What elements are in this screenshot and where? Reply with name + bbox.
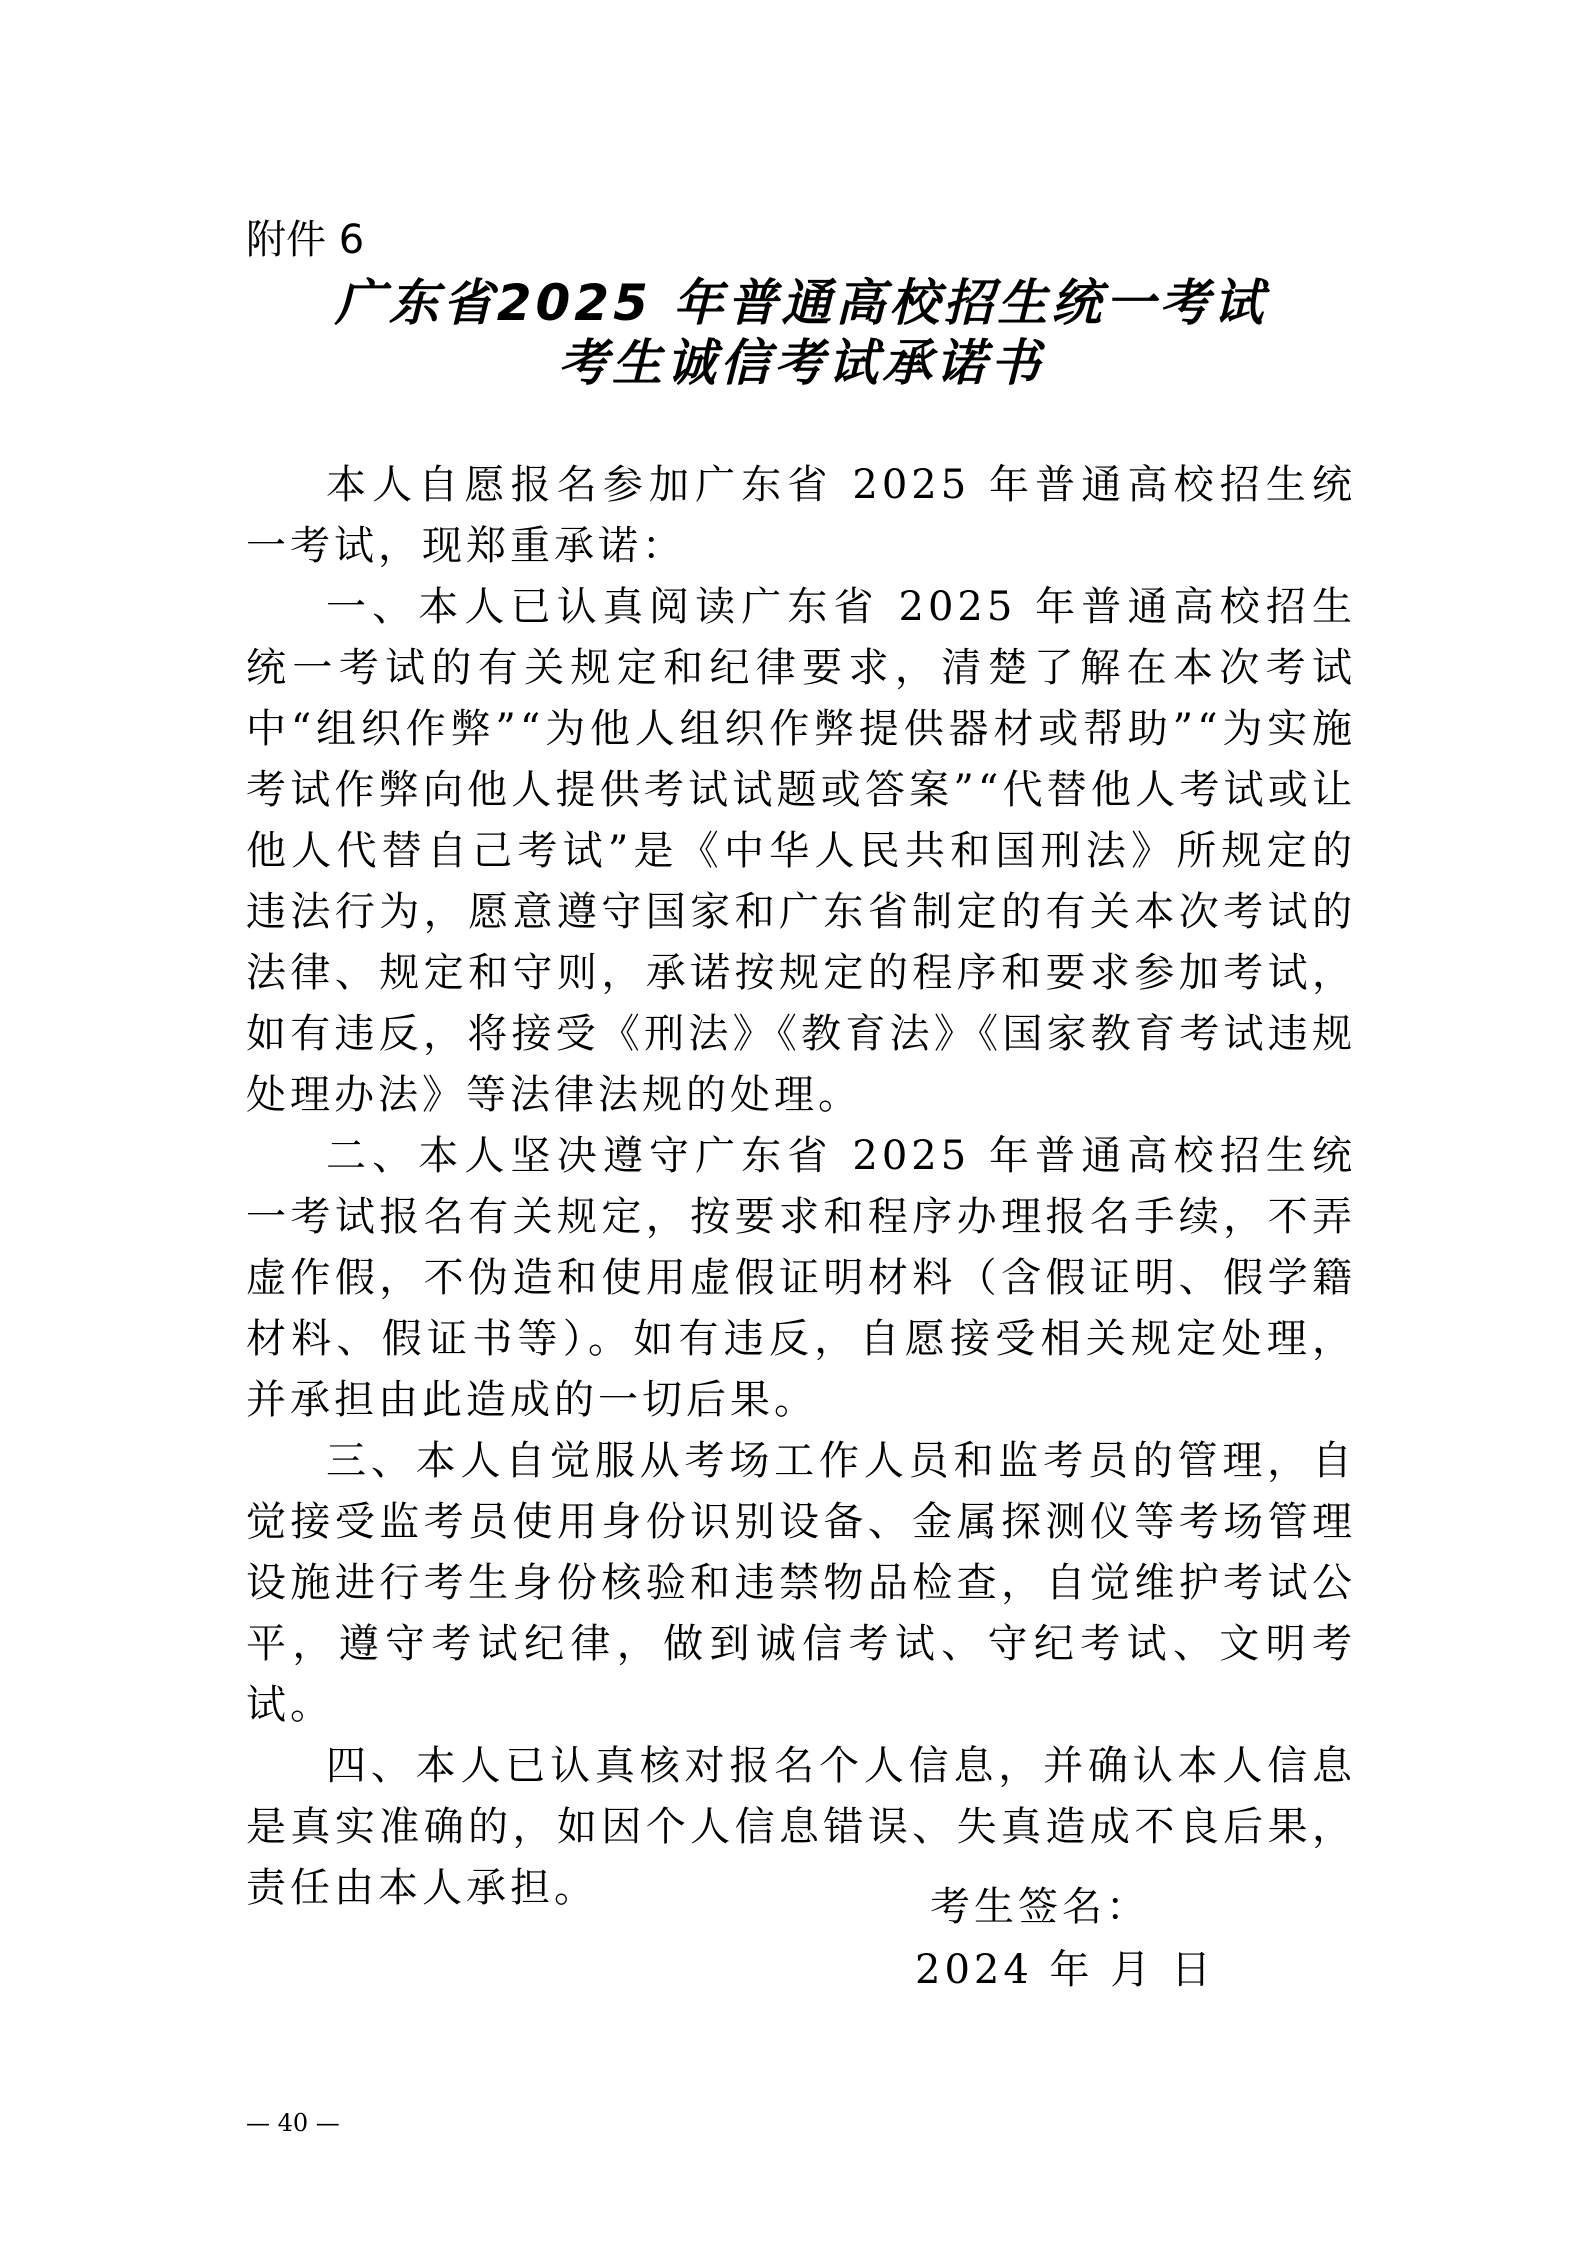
attachment-label: 附件 6 <box>246 217 365 263</box>
commitment-body <box>246 455 1356 1919</box>
commitment-item-2: 二、本人坚决遵守广东省 2025 年普通高校招生统一考试报名有关规定，按要求和程序办理报名手续，不弄虚作假，不伪造和使用虚假证明材料（含假证明、假学籍材料、假证书等）。如有违反，自愿接受相关规定处理，并承担由此造成的一切后果。 <box>246 1133 1356 1423</box>
commitment-item-1: 一、本人已认真阅读广东省 2025 年普通高校招生统一考试的有关规定和纪律要求，清楚了解在本次考试中“组织作弊”“为他人组织作弊提供器材或帮助”“为实施考试作弊向他人提供考试试题或答案”“代替他人考试或让他人代替自己考试”是《中华人民共和国刑法》所规定的违法行为，愿意遵守国家和广东省制定的有关本次考试的法律、规定和守则，承诺按规定的程序和要求参加考试，如有违反，将接受《刑法》《教育法》《国家教育考试违规处理办法》等法律法规的处理。 <box>246 584 1356 1118</box>
document-title-line-1: 广东省2025 年普通高校招生统一考试 <box>334 274 1268 332</box>
signature-date: 2024 年 月 日 <box>915 1947 1215 1993</box>
intro-paragraph: 本人自愿报名参加广东省 2025 年普通高校招生统一考试，现郑重承诺： <box>246 462 1356 569</box>
commitment-item-4: 四、本人已认真核对报名个人信息，并确认本人信息是真实准确的，如因个人信息错误、失真造成不良后果，责任由本人承担。 <box>246 1743 1356 1911</box>
page-number: — 40 — <box>246 2109 340 2137</box>
document-title-line-2: 考生诚信考试承诺书 <box>558 334 1044 392</box>
commitment-item-3: 三、本人自觉服从考场工作人员和监考员的管理，自觉接受监考员使用身份识别设备、金属探测仪等考场管理设施进行考生身份核验和违禁物品检查，自觉维护考试公平，遵守考试纪律，做到诚信考试、守纪考试、文明考试。 <box>246 1438 1356 1728</box>
candidate-signature-label: 考生签名： <box>930 1884 1150 1930</box>
